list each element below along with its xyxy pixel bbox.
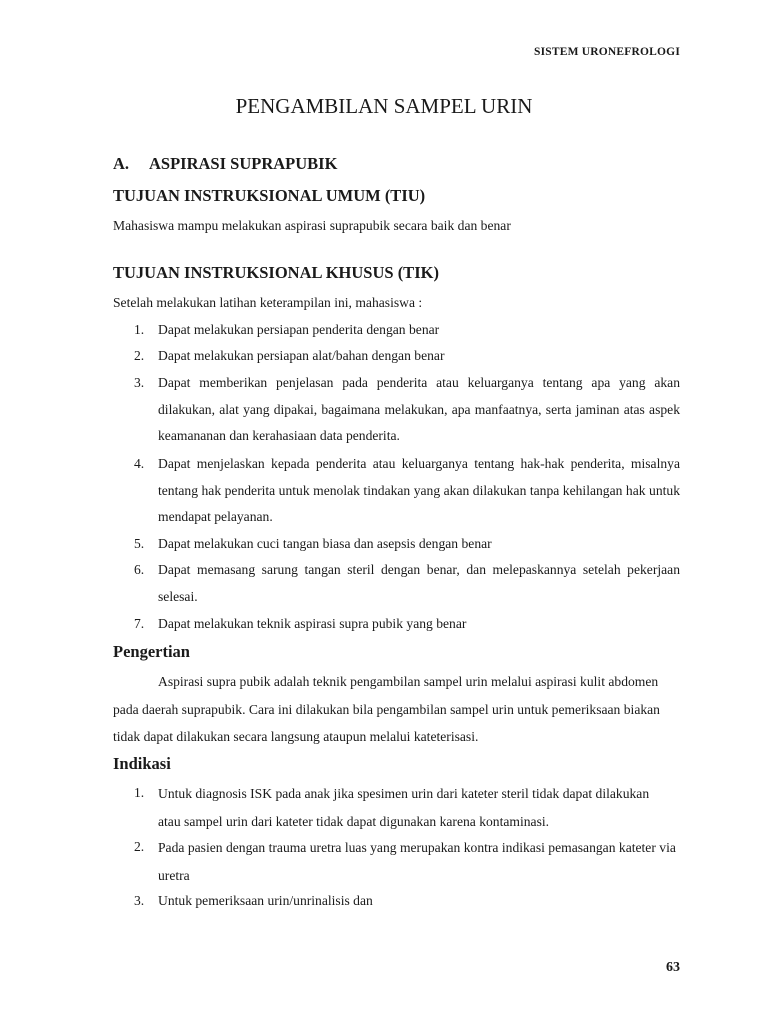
- list-text: Dapat melakukan persiapan penderita dengan benar: [158, 322, 440, 337]
- list-number: 5.: [134, 536, 145, 551]
- pengertian-text: Aspirasi supra pubik adalah teknik pengambilan sampel urin melalui aspirasi kulit abdomen pada daerah suprapubik. Cara ini dilakukan bila pengambilan sampel urin untuk pemeriksaan biakan tidak dapat dilakukan secara langsung ataupun melalui kateterisasi.: [113, 674, 660, 744]
- tiu-heading: TUJUAN INSTRUKSIONAL UMUM (TIU): [113, 186, 426, 205]
- list-text: Dapat menjelaskan kepada penderita atau keluarganya tentang hak-hak penderita, misalnya tentang hak penderita untuk menolak tindakan yang akan dilakukan tanpa kehilangan hak untuk mendapat pelayanan.: [158, 456, 680, 524]
- list-number: 6.: [134, 562, 145, 577]
- section-heading: [113, 154, 337, 174]
- tik-intro: Setelah melakukan latihan keterampilan ini, mahasiswa :: [113, 295, 423, 310]
- list-number: 3.: [134, 893, 145, 908]
- section-number: A.: [113, 154, 130, 173]
- page-number: 63: [666, 960, 680, 975]
- list-text: Dapat melakukan persiapan alat/bahan dengan benar: [158, 348, 445, 363]
- tiu-text: Mahasiswa mampu melakukan aspirasi suprapubik secara baik dan benar: [113, 218, 511, 233]
- list-number: 7.: [134, 616, 145, 631]
- list-number: 3.: [134, 375, 145, 390]
- list-number: 1.: [134, 322, 145, 337]
- list-text: Dapat memberikan penjelasan pada penderita atau keluarganya tentang apa yang akan dilakukan, alat yang dipakai, bagaimana melakukan, apa manfaatnya, serta jaminan atas aspek keamananan dan kerahasiaan data penderita.: [158, 375, 680, 443]
- list-number: 1.: [134, 785, 145, 800]
- section-title: ASPIRASI SUPRAPUBIK: [149, 154, 338, 173]
- list-text: Dapat melakukan teknik aspirasi supra pubik yang benar: [158, 616, 467, 631]
- list-text: Pada pasien dengan trauma uretra luas yang merupakan kontra indikasi pemasangan kateter via uretra: [158, 840, 676, 883]
- running-head: SISTEM URONEFROLOGI: [534, 46, 680, 58]
- list-text: Untuk diagnosis ISK pada anak jika spesimen urin dari kateter steril tidak dapat dilakukan atau sampel urin dari kateter tidak dapat digunakan karena kontaminasi.: [158, 786, 650, 829]
- pengertian-heading: Pengertian: [113, 642, 190, 661]
- list-text: Dapat memasang sarung tangan steril dengan benar, dan melepaskannya setelah pekerjaan selesai.: [158, 562, 680, 604]
- list-number: 2.: [134, 839, 145, 854]
- tik-heading: TUJUAN INSTRUKSIONAL KHUSUS (TIK): [113, 263, 439, 282]
- document-title: PENGAMBILAN SAMPEL URIN: [235, 94, 533, 118]
- list-number: 2.: [134, 348, 145, 363]
- list-text: Dapat melakukan cuci tangan biasa dan asepsis dengan benar: [158, 536, 492, 551]
- indikasi-heading: Indikasi: [113, 754, 171, 773]
- list-number: 4.: [134, 456, 145, 471]
- list-text: Untuk pemeriksaan urin/unrinalisis dan: [158, 893, 373, 908]
